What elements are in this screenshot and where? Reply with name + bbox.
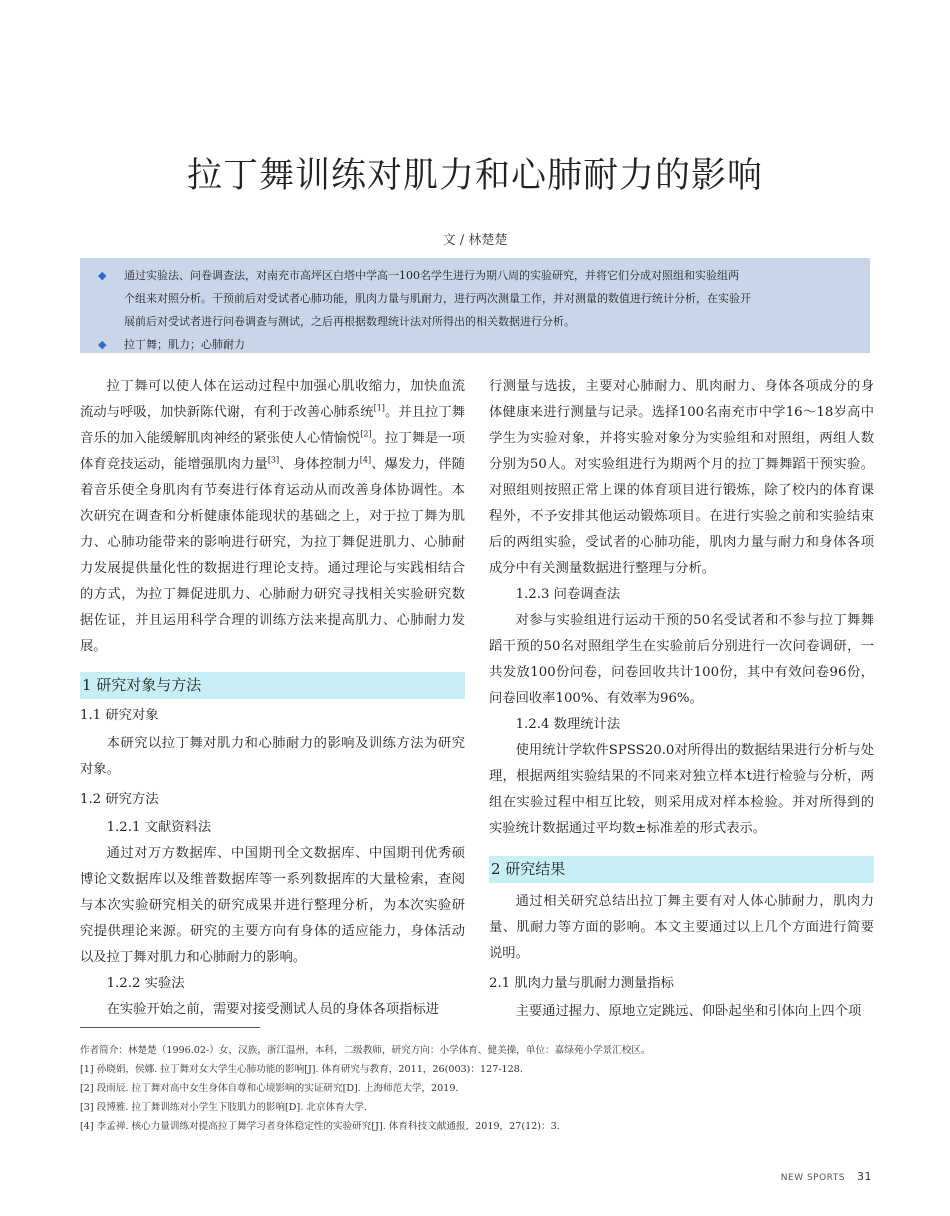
- subsubsection-heading: 1.2.3 问卷调查法: [515, 587, 621, 602]
- section-heading: 1 研究对象与方法: [80, 672, 465, 699]
- citation[interactable]: [2]: [360, 429, 372, 439]
- paragraph: 在实验开始之前，需要对接受测试人员的身体各项指标进: [106, 1002, 440, 1017]
- reference-item: [1] 孙晓娟，侯娜. 拉丁舞对女大学生心肺功能的影响[J]. 体育研究与教育，2011，26(003)：127-128.: [80, 1064, 523, 1075]
- footnotes: [80, 1041, 880, 1136]
- right-column: [489, 374, 874, 1025]
- section-heading: 2 研究结果: [489, 856, 874, 883]
- subsection-heading: 2.1 肌肉力量与肌耐力测量指标: [489, 976, 674, 991]
- footnote-divider: [80, 1027, 260, 1028]
- page-number: 31: [857, 1170, 872, 1183]
- subsubsection-heading: 1.2.2 实验法: [106, 976, 185, 991]
- journal-name: NEW SPORTS: [780, 1173, 845, 1183]
- reference-item: [3] 段博雅. 拉丁舞训练对小学生下肢肌力的影响[D]. 北京体育大学.: [80, 1102, 367, 1113]
- author-line: 文 / 林楚楚: [442, 233, 508, 248]
- citation[interactable]: [1]: [373, 403, 385, 413]
- citation[interactable]: [3]: [267, 455, 280, 465]
- subsection-heading: 1.2 研究方法: [80, 792, 159, 807]
- page-footer: [781, 1170, 872, 1183]
- subsubsection-heading: 1.2.4 数理统计法: [515, 717, 621, 732]
- diamond-bullet-icon: ◆: [98, 269, 107, 282]
- article-title: 拉丁舞训练对肌力和心肺耐力的影响: [186, 156, 763, 196]
- abstract-line: 展前后对受试者进行问卷调查与测试，之后再根据数理统计法对所得出的相关数据进行分析。: [124, 315, 575, 328]
- citation[interactable]: [4]: [359, 455, 372, 465]
- reference-item: [2] 段雨辰. 拉丁舞对高中女生身体自尊和心境影响的实证研究[D]. 上海师范大学，2019.: [80, 1083, 459, 1094]
- paragraph: 主要通过握力、原地立定跳远、仰卧起坐和引体向上四个项: [515, 1004, 862, 1019]
- reference-item: [4] 李孟禅. 核心力量训练对提高拉丁舞学习者身体稳定性的实验研究[J]. 体育科技文献通报，2019，27(12)：3.: [80, 1121, 560, 1132]
- diamond-bullet-icon: ◆: [98, 338, 107, 351]
- abstract-line: ◆ 通过实验法、问卷调查法，对南充市高坪区白塔中学高一100名学生进行为期八周的实验研究，并将它们分成对照组和实验组两: [124, 264, 850, 287]
- paragraph: 本研究以拉丁舞对肌力和心肺耐力的影响及训练方法为研究对象。: [80, 736, 465, 777]
- paragraph: 对参与实验组进行运动干预的50名受试者和不参与拉丁舞舞蹈干预的50名对照组学生在实验前后分别进行一次问卷调研，一共发放100份问卷，问卷回收共计100份，其中有效问卷96份，问卷回收率100%、有效率为96%。: [489, 613, 874, 706]
- abstract-box: [80, 258, 870, 353]
- left-column: [80, 374, 465, 1023]
- paragraph: 通过对万方数据库、中国期刊全文数据库、中国期刊优秀硕博论文数据库以及维普数据库等一系列数据库的大量检索，查阅与本次实验研究相关的研究成果并进行整理分析，为本次实验研究提供理论来源。研究的主要方向有身体的适应能力，身体活动以及拉丁舞对肌力和心肺耐力的影响。: [80, 846, 465, 965]
- intro-paragraph: 拉丁舞可以使人体在运动过程中加强心肌收缩力，加快血流流动与呼吸，加快新陈代谢，有利于改善心肺系统[1]。并且拉丁舞音乐的加入能缓解肌肉神经的紧张使人心情愉悦[2]。拉丁舞是一项体育竞技运动，能增强肌肉力量[3]、身体控制力[4]、爆发力，伴随着音乐使全身肌肉有节奏进行体育运动从而改善身体协调性。本次研究在调查和分析健康体能现状的基础之上，对于拉丁舞为肌力、心肺功能带来的影响进行研究，为拉丁舞促进肌力、心肺耐力发展提供量化性的数据进行理论支持。通过理论与实践相结合的方式，为拉丁舞促进肌力、心肺耐力研究寻找相关实验研究数据佐证，并且运用科学合理的训练方法来提高肌力、心肺耐力发展。: [80, 379, 466, 654]
- abstract-line: 个组来对照分析。干预前后对受试者心肺功能，肌肉力量与肌耐力，进行两次测量工作，并对测量的数值进行统计分析，在实验开: [124, 292, 751, 305]
- paragraph: 通过相关研究总结出拉丁舞主要有对人体心肺耐力，肌肉力量、肌耐力等方面的影响。本文主要通过以上几个方面进行简要说明。: [489, 894, 874, 961]
- subsection-heading: 1.1 研究对象: [80, 708, 159, 723]
- paragraph: 使用统计学软件SPSS20.0对所得出的数据结果进行分析与处理，根据两组实验结果的不同来对独立样本t进行检验与分析，两组在实验过程中相互比较，则采用成对样本检验。并对所得到的实验统计数据通过平均数±标准差的形式表示。: [489, 743, 874, 836]
- subsubsection-heading: 1.2.1 文献资料法: [106, 820, 212, 835]
- keywords-line: ◆ 拉丁舞；肌力；心肺耐力: [124, 333, 850, 356]
- paragraph: 行测量与选拔，主要对心肺耐力、肌肉耐力、身体各项成分的身体健康来进行测量与记录。选择100名南充市中学16～18岁高中学生为实验对象，并将实验对象分为实验组和对照组，两组人数分别为50人。对实验组进行为期两个月的拉丁舞舞蹈干预实验。对照组则按照正常上课的体育项目进行锻炼，除了校内的体育课程外，不予安排其他运动锻炼项目。在进行实验之前和实验结束后的两组实验，受试者的心肺功能，肌肉力量与耐力和身体各项成分中有关测量数据进行整理与分析。: [489, 379, 874, 576]
- author-bio: 作者简介：林楚楚（1996.02-）女，汉族，浙江温州，本科，二级教师，研究方向：小学体育、健美操，单位：嘉绿苑小学景汇校区。: [80, 1045, 651, 1056]
